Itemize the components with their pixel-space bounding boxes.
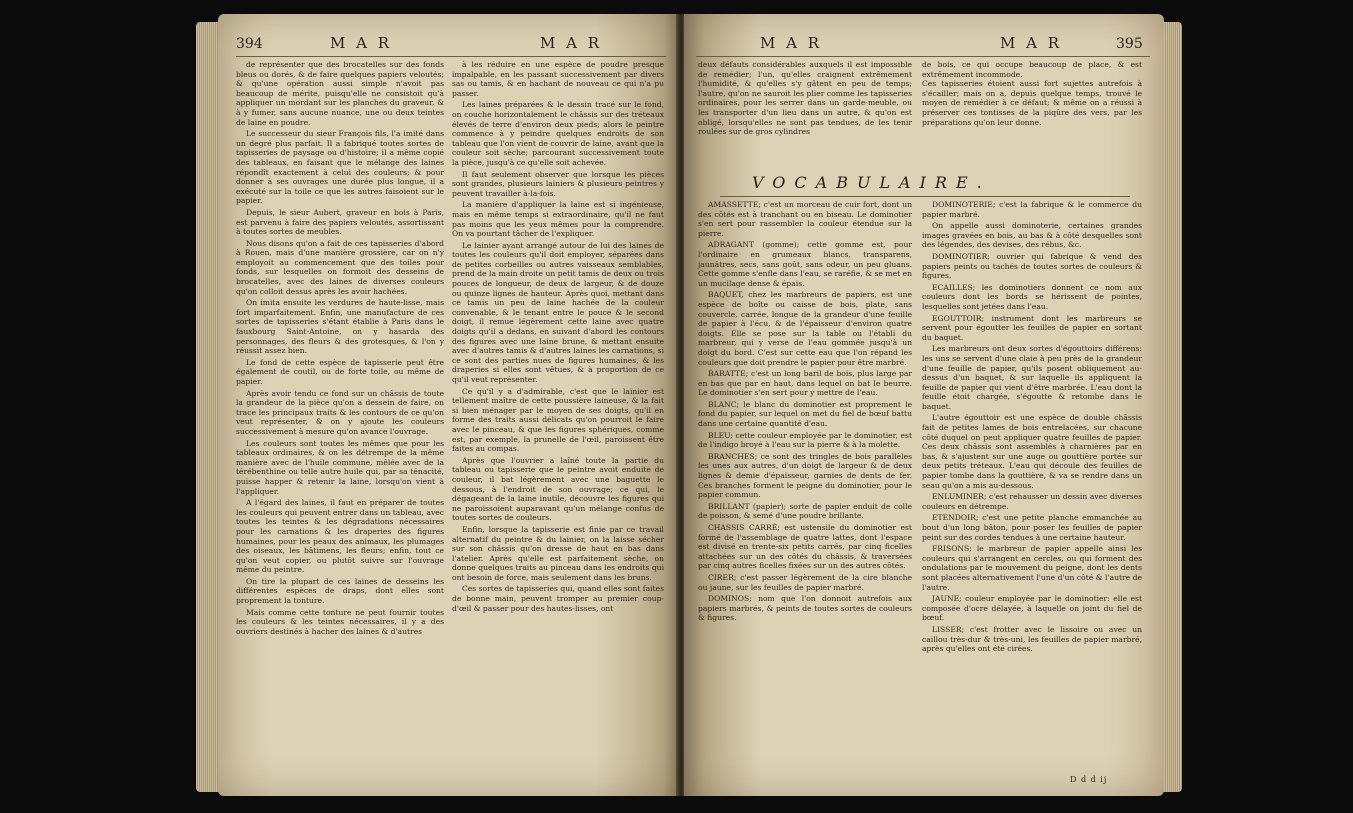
vocab-entry: CIRER; c'est passer légèrement de la cire blanche ou jaune, sur les feuilles de papier marbré.	[698, 572, 912, 592]
vocab-entry: JAUNE; couleur employée par le dominotier: elle est composée d'ocre délayée, à laquelle on joint du fiel de bœuf.	[922, 594, 1142, 623]
vocab-entry: Les marbreurs ont deux sortes d'égouttoirs différens: les uns se servent d'une claie à peu près de la grandeur d'une feuille de papier, qu'ils posent obliquement au-dessus d'un baquet, & sur laquelle ils appliquent la feuille de papier qui vient d'être marbrée. L'eau dont la feuille étoit chargée, s'égoutte & retombe dans le baquet.	[922, 344, 1142, 411]
vocab-entry: BRANCHES; ce sont des tringles de bois parallèles les unes aux autres, d'un doigt de largeur & de deux lignes & demie d'épaisseur, garnies de dents de fer. Ces branches forment le peigne du dominotier, pour le papier commun.	[698, 451, 912, 500]
vocab-entry: BRILLANT (papier); sorte de papier enduit de colle de poisson, & semé d'une poudre brillante.	[698, 501, 912, 521]
vocab-entry: FRISONS; le marbreur de papier appelle ainsi les couleurs qui s'arrangent en cercles, ou qui forment des ondulations par le mouvement du peigne, dont les dents sont placées alternativement l'une d'un côté & l'autre de l'autre.	[922, 544, 1142, 592]
right-col2-running-head: M A R	[1000, 34, 1063, 52]
paragraph: A l'égard des laines, il faut en préparer de toutes les couleurs qui peuvent entrer dans un tableau, avec toutes les teintes & les dégradations nécessaires pour les carnations & les draperies des figures humaines, pour les peaux des animaux, les plumages des oiseaux, les bâtimens, les fleurs; enfin, tout ce qu'on veut copier, ou plutôt suivre sur l'ouvrage même du peintre.	[236, 498, 444, 575]
paragraph: Le successeur du sieur François fils, l'a imité dans un degré plus parfait. Il a fabriqué toutes sortes de tapisseries de paysage ou d'histoire; il a même copié des tableaux, en faisant que le mélange des laines répondît exactement à celui des couleurs; & pour donner à ses ouvrages une durée plus longue, il a exécuté sur la toile ce que les autres faisoient sur le papier.	[236, 129, 444, 206]
paragraph: Mais comme cette tonture ne peut fournir toutes les couleurs & les teintes nécessaires, il y a des ouvriers destinés à hacher des laines & d'autres	[236, 607, 444, 636]
paragraph: Le lainier ayant arrangé autour de lui des laines de toutes les couleurs qu'il doit employer, séparées dans de petites corbeilles ou autres vaisseaux semblables, prend de la main droite un petit tamis de deux ou trois pouces de longueur, de deux de largeur, & de douze ou quinze lignes de hauteur. Après quoi, mettant dans ce tamis un peu de laine hachée de la couleur convenable, & le tenant entre le pouce & le second doigt, il remue légèrement cette laine avec quatre doigts qu'il a dedans, en suivant d'abord les contours des figures avec une laine brune, & mettant ensuite avec d'autres tamis & d'autres laines les carnations, si ce sont des parties nues de figures humaines, & les draperies si elles sont vêtues, & à proportion de ce qu'il veut représenter.	[452, 240, 664, 384]
paragraph: Ce qu'il y a d'admirable, c'est que le lainier est tellement maître de cette poussière laineuse, & la fait si bien ménager par le moyen de ses doigts, qu'il en forme des traits aussi délicats qu'on pourroit le faire avec le pinceau, & que les figures sphériques, comme est, par exemple, la prunelle de l'œil, paroissent être faites au compas.	[452, 386, 664, 454]
right-page-number: 395	[1116, 36, 1143, 52]
paragraph: Ces sortes de tapisseries qui, quand elles sont faites de bonne main, peuvent tromper au premier coup-d'œil & passer pour des hautes-lisses, ont	[452, 584, 665, 613]
right-column-2	[922, 200, 1142, 770]
left-column-1	[236, 60, 444, 788]
paragraph: Après que l'ouvrier a laîné toute la partie du tableau ou tapisserie que le peintre avoit enduite de couleur, il bat légèrement avec une baguette le dessous, à l'endroit de son ouvrage; ce qui, le dégageant de la laine inutile, découvre les figures qui ne paroissoient auparavant qu'un mélange confus de toutes sortes de couleurs.	[452, 455, 664, 523]
paragraph: Le fond de cette espèce de tapisserie peut être également de coutil, ou de forte toile, ou même de papier.	[236, 357, 444, 386]
vocab-entry: DOMINOTIER; ouvrier qui fabrique & vend des papiers peints ou tachés de toutes sortes de couleurs & figures.	[922, 251, 1142, 281]
right-column-1	[698, 200, 912, 790]
vocab-entry: BAQUET, chez les marbreurs de papiers, est une espèce de boîte ou caisse de bois, plate, sans couvercle, carrée, longue de la grandeur d'une feuille de papier à l'écu, & de l'épaisseur d'environ quatre doigts. Elle se pose sur la table ou l'établi du marbreur, qui y verse de l'eau gommée jusqu'à un doigt du bord. C'est sur cette eau que l'on répand les couleurs que doit prendre le papier pour être marbré.	[698, 290, 912, 367]
right-page-edges	[1162, 22, 1182, 792]
signature-mark: D d d ij	[1070, 775, 1108, 784]
left-running-head: M A R	[330, 34, 393, 52]
vocab-entry: BLANC; le blanc du dominotier est proprement le fond du papier, sur lequel on met du fiel de bœuf battu dans une certaine quantité d'eau.	[698, 399, 912, 429]
vocab-entry: DOMINOTERIE; c'est la fabrique & le commerce du papier marbré.	[922, 200, 1142, 219]
vocab-entry: ECAILLES; les dominotiers donnent ce nom aux couleurs dont les bords se hérissent de pointes, lesquelles sont jetées dans l'eau.	[922, 282, 1142, 311]
paragraph: La manière d'appliquer la laine est si ingénieuse, mais en même temps si extraordinaire, qu'il ne faut pas moins que les yeux mêmes pour la comprendre. On va pourtant tâcher de l'expliquer.	[452, 200, 664, 239]
vocab-entry: BARATTE; c'est un long baril de bois, plus large par en bas que par en haut, dans lequel on bat le beurre. Le dominotier s'en sert pour y mettre de l'eau.	[698, 369, 912, 398]
vocab-entry: On appelle aussi dominoterie, certaines grandes images gravées en bois, au bas & à côté desquelles sont des légendes, des devises, des rébus, &c.	[922, 221, 1142, 250]
paragraph: Les couleurs sont toutes les mêmes que pour les tableaux ordinaires, & on les détrempe de la même manière avec de l'huile commune, mêlée avec de la térébenthine ou telle autre huile qui, par sa ténacité, puisse happer & retenir la laine, lorsqu'on vient à l'appliquer.	[236, 438, 444, 496]
right-top-column-2: de bois, ce qui occupe beaucoup de place, & est extrêmement incommode. Ces tapisseries étoient aussi fort sujettes autrefois à s'écailler; mais on a, depuis quelque temps, trouvé le moyen de remédier à ce défaut; & même on a réussi à préserver ces tontisses de la piqûre des vers, par les préparations qu'on leur donne.	[922, 60, 1142, 127]
vocab-entry: ENLUMINER; c'est rehausser un dessin avec diverses couleurs en détrempe.	[922, 492, 1142, 511]
vocab-entry: AMASSETTE; c'est un morceau de cuir fort, dont un des côtés est à tranchant ou en biseau. Le dominotier s'en sert pour rassembler la couleur étendue sur la pierre.	[698, 200, 912, 238]
paragraph: Les laines préparées & le dessin tracé sur le fond, on couche horizontalement le châssis sur des tréteaux élevés de terre d'environ deux pieds; alors le peintre commence à y peindre quelques endroits de son tableau que l'on vient de couvrir de laine, avant que la couleur soit sèche; parcourant successivement toute la pièce, jusqu'à ce qu'elle soit achevée.	[452, 100, 664, 167]
paragraph: à les réduire en une espèce de poudre presque impalpable, en les passant successivement par divers sas ou tamis, & en hachant de nouveau ce qui n'a pu passer.	[452, 60, 664, 98]
left-col2-running-head: M A R	[540, 34, 603, 52]
paragraph: On imita ensuite les verdures de haute-lisse, mais fort imparfaitement. Enfin, une manufacture de ces sortes de tapisseries s'étant établie à Paris dans le fauxbourg Saint-Antoine, on y hasarda des personnages, des fleurs & des grotesques, & l'on y réussit assez bien.	[236, 298, 444, 356]
vocab-entry: ADRAGANT (gomme); cette gomme est, pour l'ordinaire en grumeaux blancs, transparens, jaunâtres, secs, sans goût, sans odeur, un peu gluans. Cette gomme s'enfle dans l'eau, se raréfie, & se met en un mucilage dense & épais.	[698, 240, 912, 288]
paragraph: Il faut seulement observer que lorsque les pièces sont grandes, plusieurs lainiers & plusieurs peintres y peuvent travailler à-la-fois.	[452, 169, 664, 198]
right-running-head: M A R	[760, 34, 823, 52]
right-top-column-1: deux défauts considérables auxquels il est impossible de remédier; l'un, qu'elles craignent extrêmement l'humidité, & qu'elles s'y gâtent en peu de temps; l'autre, qu'on ne sauroit les plier comme les tapisseries ordinaires, pour les serrer dans un garde-meuble, ou les transporter d'un lieu dans un autre, & qu'on est obligé, lorsqu'elles ne sont pas tendues, de les tenir roulées sur de gros cylindres	[698, 60, 912, 137]
paragraph: Enfin, lorsque la tapisserie est finie par ce travail alternatif du peintre & du lainier, on la laisse sécher sur son châssis qu'on dresse de haut en bas dans l'atelier. Après qu'elle est parfaitement sèche, on donne quelques traits au pinceau dans les endroits qui ont besoin de force, mais seulement dans les bruns.	[452, 524, 664, 582]
left-header-rule	[236, 56, 666, 57]
vocab-entry: BLEU; cette couleur employée par le dominotier, est de l'indigo broyé à l'eau sur la pierre & à la molette.	[698, 430, 912, 450]
paragraph: de représenter que des brocatelles sur des fonds bleus ou dorés, & de faire quelques papiers veloutés; & qu'une opération aussi simple n'avoit pas beaucoup de mérite, puisqu'elle ne consistoit qu'à appliquer un mordant sur les planches du graveur, & à y fumer, sans aucune nuance, une ou deux teintes de laine en poudre.	[236, 60, 444, 127]
left-page-number: 394	[236, 36, 263, 52]
right-header-rule	[696, 56, 1150, 57]
left-page-edges	[196, 22, 220, 792]
paragraph: Après avoir tendu ce fond sur un châssis de toute la grandeur de la pièce qu'on a dessein de faire, on trace les principaux traits & les contours de ce qu'on veut représenter, & on y ajoute les couleurs successivement à mesure qu'on avance l'ouvrage.	[236, 388, 444, 436]
paragraph: On tire la plupart de ces laines de desseins les différentes espèces de draps, dont elles sont proprement la tonture.	[236, 576, 444, 606]
vocab-entry: EGOUTTOIR; instrument dont les marbreurs se servent pour égoutter les feuilles de papier en sortant du baquet.	[922, 313, 1142, 342]
vocab-entry: L'autre égouttoir est une espèce de double châssis fait de petites lames de bois entrelacées, sur chacune côté duquel on peut appliquer quatre feuilles de papier. Ces deux châssis sont assemblés à charnières par en bas, & s'ajustent sur une auge ou gouttière portée sur deux petits tréteaux. L'eau qui découle des feuilles de papier tombe dans la gouttière, & va se rendre dans un seau qu'on a mis au-dessous.	[922, 413, 1142, 490]
vocab-entry: CHASSIS CARRÉ; est ustensile du dominotier est formé de l'assemblage de quatre lattes, dont l'espace est divisé en trente-six petits carrés, par cinq ficelles attachées sur un des côtés du châssis, & traversées par cinq autres ficelles fixées sur un des autres côtés.	[698, 523, 912, 571]
vocabulaire-heading: VOCABULAIRE.	[752, 173, 991, 192]
left-column-2	[452, 60, 664, 788]
vocab-entry: LISSER; c'est frotter avec le lissoire ou avec un caillou très-dur & très-uni, les feuilles de papier marbré, après qu'elles ont été cirées.	[922, 624, 1142, 654]
vocab-entry: DOMINOS; nom que l'on donnoit autrefois aux papiers marbrés, & peints de toutes sortes de couleurs & figures.	[698, 594, 912, 623]
vocab-entry: ETENDOIR; c'est une petite planche emmanchée au bout d'un long bâton, pour poser les feuilles de papier peint sur des cordes tendues à une certaine hauteur.	[922, 513, 1142, 542]
vocab-rule	[720, 196, 1130, 197]
paragraph: Depuis, le sieur Aubert, graveur en bois à Paris, est parvenu à faire des papiers veloutés, assortissant à toutes sortes de meubles.	[236, 207, 444, 237]
paragraph: Nous disons qu'on a fait de ces tapisseries d'abord à Rouen, mais d'une manière grossière, car on n'y employoit au commencement que des toiles pour fonds, sur lesquelles on formoit des desseins de brocatelles, avec des laines de diverses couleurs qu'on colloit dessus après les avoir hachées.	[236, 238, 444, 296]
